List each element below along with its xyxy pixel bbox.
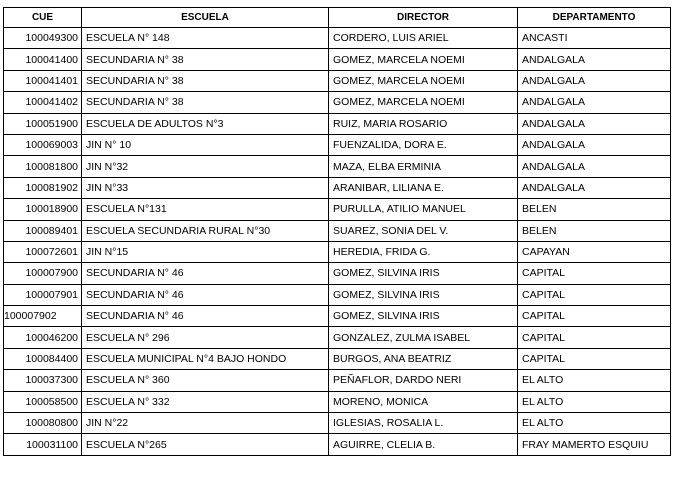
cell-escuela: SECUNDARIA N° 38: [82, 70, 329, 91]
cell-cue: 100041402: [4, 92, 82, 113]
cell-cue: 100041400: [4, 49, 82, 70]
cell-director: GOMEZ, SILVINA IRIS: [329, 263, 518, 284]
cell-departamento: CAPITAL: [518, 327, 671, 348]
cell-cue: 100018900: [4, 199, 82, 220]
cell-cue: 100089401: [4, 220, 82, 241]
table-row: [4, 220, 671, 241]
cell-escuela: SECUNDARIA N° 46: [82, 284, 329, 305]
cell-escuela: ESCUELA N°265: [82, 434, 329, 455]
cell-director: AGUIRRE, CLELIA B.: [329, 434, 518, 455]
header-escuela: ESCUELA: [82, 8, 329, 28]
cell-escuela: ESCUELA N° 296: [82, 327, 329, 348]
table-row: [4, 434, 671, 455]
cell-cue: 100058500: [4, 391, 82, 412]
cell-departamento: CAPITAL: [518, 284, 671, 305]
cell-escuela: ESCUELA SECUNDARIA RURAL N°30: [82, 220, 329, 241]
cell-escuela: ESCUELA N°131: [82, 199, 329, 220]
cell-director: GOMEZ, SILVINA IRIS: [329, 284, 518, 305]
table-row: [4, 70, 671, 91]
cell-director: MAZA, ELBA ERMINIA: [329, 156, 518, 177]
cell-director: CORDERO, LUIS ARIEL: [329, 28, 518, 49]
cell-director: BURGOS, ANA BEATRIZ: [329, 348, 518, 369]
cell-cue: 100007902: [4, 306, 82, 327]
cell-director: MORENO, MONICA: [329, 391, 518, 412]
cell-departamento: ANDALGALA: [518, 134, 671, 155]
cell-escuela: ESCUELA DE ADULTOS N°3: [82, 113, 329, 134]
table-row: [4, 92, 671, 113]
header-director: DIRECTOR: [329, 8, 518, 28]
cell-departamento: ANDALGALA: [518, 92, 671, 113]
table-row: [4, 413, 671, 434]
cell-departamento: ANDALGALA: [518, 156, 671, 177]
header-row: [4, 8, 671, 28]
cell-cue: 100051900: [4, 113, 82, 134]
table-row: [4, 284, 671, 305]
cell-director: ARANIBAR, LILIANA E.: [329, 177, 518, 198]
cell-director: HEREDIA, FRIDA G.: [329, 241, 518, 262]
cell-director: GOMEZ, MARCELA NOEMI: [329, 70, 518, 91]
cell-cue: 100007901: [4, 284, 82, 305]
table-row: [4, 177, 671, 198]
table-row: [4, 28, 671, 49]
cell-cue: 100084400: [4, 348, 82, 369]
table-row: [4, 348, 671, 369]
cell-escuela: ESCUELA MUNICIPAL N°4 BAJO HONDO: [82, 348, 329, 369]
cell-departamento: BELEN: [518, 199, 671, 220]
cell-escuela: ESCUELA N° 148: [82, 28, 329, 49]
cell-departamento: ANDALGALA: [518, 113, 671, 134]
schools-table: [3, 7, 671, 456]
cell-director: SUAREZ, SONIA DEL V.: [329, 220, 518, 241]
cell-director: PURULLA, ATILIO MANUEL: [329, 199, 518, 220]
header-cue: CUE: [4, 8, 82, 28]
cell-departamento: EL ALTO: [518, 413, 671, 434]
cell-director: PEÑAFLOR, DARDO NERI: [329, 370, 518, 391]
cell-departamento: CAPITAL: [518, 306, 671, 327]
cell-director: FUENZALIDA, DORA E.: [329, 134, 518, 155]
cell-departamento: EL ALTO: [518, 391, 671, 412]
cell-departamento: CAPITAL: [518, 263, 671, 284]
cell-departamento: ANDALGALA: [518, 70, 671, 91]
cell-escuela: JIN N°22: [82, 413, 329, 434]
cell-escuela: SECUNDARIA N° 38: [82, 49, 329, 70]
cell-cue: 100049300: [4, 28, 82, 49]
table-row: [4, 370, 671, 391]
cell-cue: 100072601: [4, 241, 82, 262]
cell-director: GOMEZ, MARCELA NOEMI: [329, 49, 518, 70]
cell-departamento: CAPITAL: [518, 348, 671, 369]
cell-cue: 100007900: [4, 263, 82, 284]
cell-escuela: JIN N°15: [82, 241, 329, 262]
table-row: [4, 327, 671, 348]
cell-escuela: SECUNDARIA N° 46: [82, 263, 329, 284]
cell-escuela: ESCUELA N° 360: [82, 370, 329, 391]
cell-escuela: JIN N° 10: [82, 134, 329, 155]
cell-departamento: CAPAYAN: [518, 241, 671, 262]
cell-cue: 100046200: [4, 327, 82, 348]
cell-cue: 100081902: [4, 177, 82, 198]
cell-cue: 100081800: [4, 156, 82, 177]
cell-departamento: FRAY MAMERTO ESQUIU: [518, 434, 671, 455]
table-row: [4, 306, 671, 327]
cell-escuela: SECUNDARIA N° 38: [82, 92, 329, 113]
cell-director: RUIZ, MARIA ROSARIO: [329, 113, 518, 134]
header-departamento: DEPARTAMENTO: [518, 8, 671, 28]
cell-director: GOMEZ, SILVINA IRIS: [329, 306, 518, 327]
table-row: [4, 156, 671, 177]
cell-departamento: BELEN: [518, 220, 671, 241]
table-row: [4, 263, 671, 284]
cell-director: GONZALEZ, ZULMA ISABEL: [329, 327, 518, 348]
cell-cue: 100037300: [4, 370, 82, 391]
table-row: [4, 391, 671, 412]
table-row: [4, 241, 671, 262]
table-row: [4, 49, 671, 70]
table-row: [4, 113, 671, 134]
cell-cue: 100031100: [4, 434, 82, 455]
cell-departamento: ANDALGALA: [518, 49, 671, 70]
cell-escuela: JIN N°32: [82, 156, 329, 177]
cell-cue: 100080800: [4, 413, 82, 434]
cell-escuela: ESCUELA N° 332: [82, 391, 329, 412]
table-row: [4, 134, 671, 155]
cell-departamento: EL ALTO: [518, 370, 671, 391]
cell-departamento: ANCASTI: [518, 28, 671, 49]
cell-director: GOMEZ, MARCELA NOEMI: [329, 92, 518, 113]
table-row: [4, 199, 671, 220]
cell-director: IGLESIAS, ROSALIA L.: [329, 413, 518, 434]
cell-escuela: SECUNDARIA N° 46: [82, 306, 329, 327]
cell-cue: 100069003: [4, 134, 82, 155]
cell-escuela: JIN N°33: [82, 177, 329, 198]
cell-departamento: ANDALGALA: [518, 177, 671, 198]
cell-cue: 100041401: [4, 70, 82, 91]
